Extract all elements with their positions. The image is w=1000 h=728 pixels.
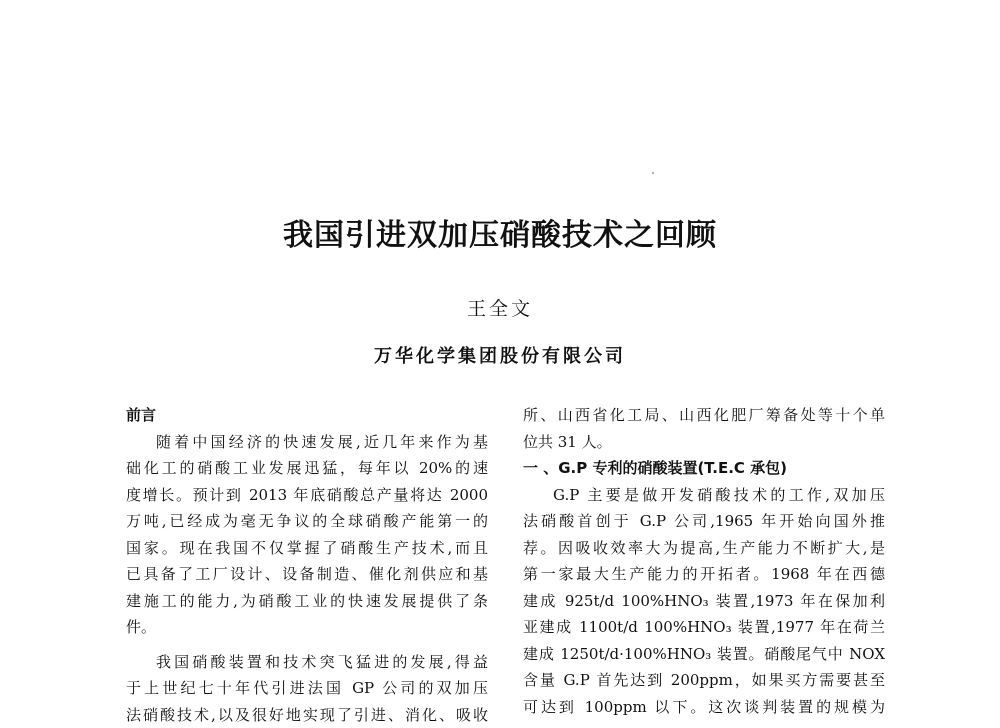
text-line: 础化工的硝酸工业发展迅猛，每年以 20%的速 (126, 455, 488, 482)
section-heading-gp: 一 、G.P 专利的硝酸装置(T.E.C 承包) (523, 455, 885, 482)
paragraph-gap (126, 641, 488, 649)
text-line: 已具备了工厂设计、设备制造、催化剂供应和基 (126, 561, 488, 588)
text-line: 我国硝酸装置和技术突飞猛进的发展,得益 (126, 649, 488, 676)
text-line: 万吨,已经成为毫无争议的全球硝酸产能第一的 (126, 508, 488, 535)
text-line: 可达到 100ppm 以下。这次谈判装置的规模为 (523, 694, 885, 721)
right-column (523, 402, 885, 720)
text-line: G.P 主要是做开发硝酸技术的工作,双加压 (523, 482, 885, 509)
article-title: 我国引进双加压硝酸技术之回顾 (0, 210, 1000, 254)
left-column (126, 402, 488, 728)
text-line: 于上世纪七十年代引进法国 GP 公司的双加压 (126, 675, 488, 702)
text-line: 建施工的能力,为硝酸工业的快速发展提供了条 (126, 588, 488, 615)
text-line: 荐。因吸收效率大为提高,生产能力不断扩大,是 (523, 535, 885, 562)
scan-speck (652, 172, 654, 174)
section-heading-preface: 前言 (126, 402, 488, 429)
text-line: 含量 G.P 首先达到 200ppm，如果买方需要甚至 (523, 667, 885, 694)
text-line: 法硝酸技术,以及很好地实现了引进、消化、吸收 (126, 702, 488, 728)
text-line: 建成 1250t/d·100%HNO₃ 装置。硝酸尾气中 NOX (523, 641, 885, 668)
text-line: 法硝酸首创于 G.P 公司,1965 年开始向国外推 (523, 508, 885, 535)
text-line: 随着中国经济的快速发展,近几年来作为基 (126, 429, 488, 456)
text-line: 第一家最大生产能力的开拓者。1968 年在西德 (523, 561, 885, 588)
text-line: 建成 925t/d 100%HNO₃ 装置,1973 年在保加利 (523, 588, 885, 615)
text-line: 件。 (126, 614, 488, 641)
author-name: 王全文 (0, 294, 1000, 321)
text-line: 亚建成 1100t/d 100%HNO₃ 装置,1977 年在荷兰 (523, 614, 885, 641)
text-line: 所、山西省化工局、山西化肥厂筹备处等十个单 (523, 402, 885, 429)
affiliation: 万华化学集团股份有限公司 (0, 342, 1000, 368)
text-line: 度增长。预计到 2013 年底硝酸总产量将达 2000 (126, 482, 488, 509)
text-line: 国家。现在我国不仅掌握了硝酸生产技术,而且 (126, 535, 488, 562)
text-line: 位共 31 人。 (523, 429, 885, 456)
